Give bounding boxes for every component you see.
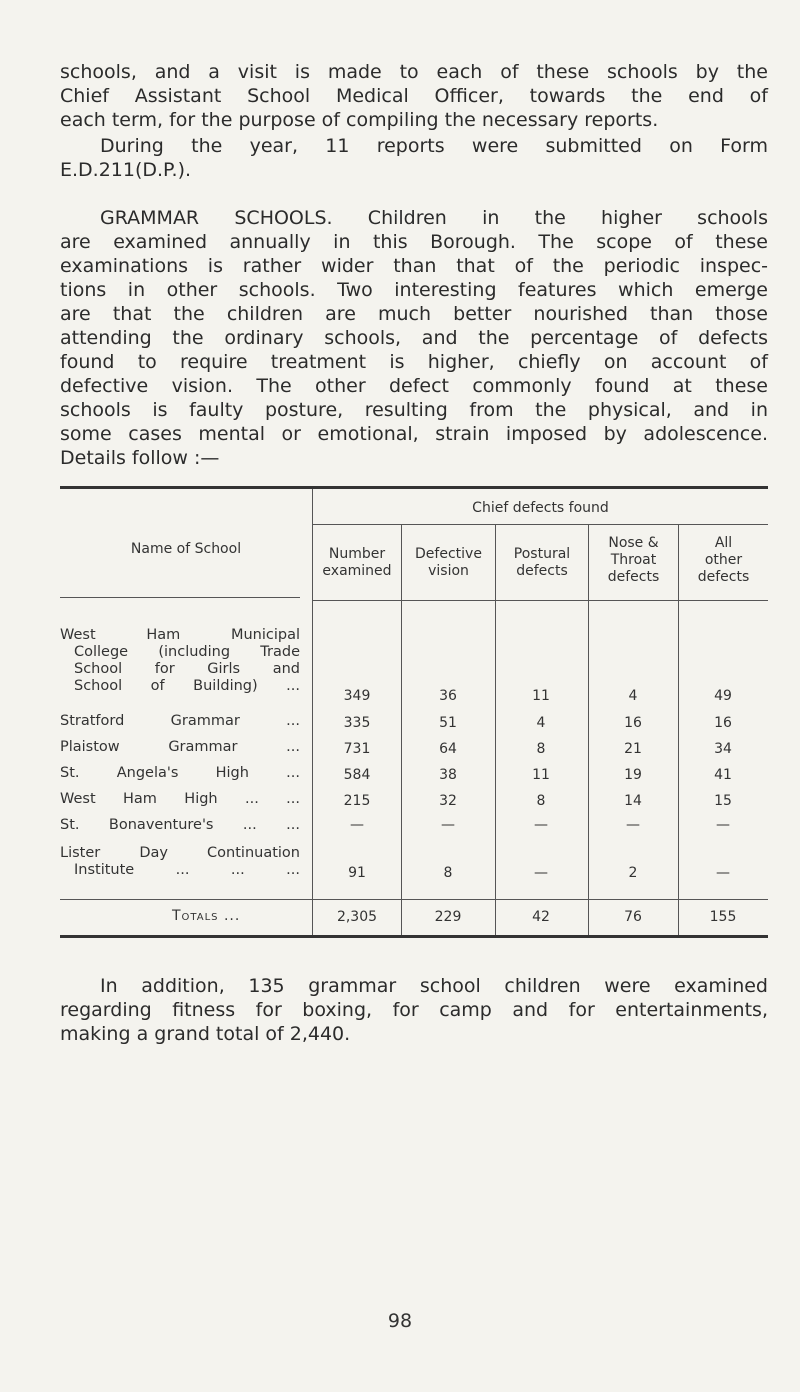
divider xyxy=(60,899,768,900)
cell-all-other: — xyxy=(716,817,730,833)
cell-all-other: 49 xyxy=(714,688,732,704)
text-line: some cases mental or emotional, strain imposed by adolescence. xyxy=(60,423,768,445)
row-name-line: West Ham Municipal xyxy=(60,627,300,643)
row-name-west-ham-municipal xyxy=(60,627,300,695)
header-chief-defects: Chief defects found xyxy=(472,500,609,516)
paragraph-grand-total xyxy=(60,974,768,1046)
text-line: attending the ordinary schools, and the percentage of defects xyxy=(60,327,768,349)
text-line: making a grand total of 2,440. xyxy=(60,1023,351,1045)
paragraph-schools-visit xyxy=(60,60,768,132)
text-line: Details follow :— xyxy=(60,447,220,469)
row-name-lister-day xyxy=(60,845,300,879)
divider xyxy=(60,597,300,598)
cell-defective-vision: — xyxy=(441,817,455,833)
text-line: are that the children are much better nourished than those xyxy=(60,303,768,325)
row-name-line: St. Bonaventure's ... ... xyxy=(60,817,300,833)
cell-defective-vision: 8 xyxy=(443,865,453,881)
text-line: found to require treatment is higher, chiefly on account of xyxy=(60,351,768,373)
row-name-st-angelas xyxy=(60,765,300,782)
cell-defective-vision: 38 xyxy=(439,767,457,783)
totals-label: Totals ... xyxy=(172,908,241,924)
paragraph-grammar-schools xyxy=(60,206,768,470)
divider xyxy=(313,600,768,601)
row-name-line: School of Building) ... xyxy=(74,678,300,694)
cell-number-examined: 731 xyxy=(343,741,371,757)
text-line: examinations is rather wider than that of the periodic inspec- xyxy=(60,255,768,277)
cell-total-postural-defects: 42 xyxy=(532,909,550,925)
cell-defective-vision: 51 xyxy=(439,715,457,731)
text-line: E.D.211(D.P.). xyxy=(60,159,192,181)
cell-nose-throat: 14 xyxy=(624,793,642,809)
cell-number-examined: — xyxy=(350,817,364,833)
cell-postural-defects: 11 xyxy=(532,688,550,704)
cell-all-other: 16 xyxy=(714,715,732,731)
header-nose-throat xyxy=(589,535,678,586)
cell-all-other: 34 xyxy=(714,741,732,757)
cell-total-all-other: 155 xyxy=(709,909,737,925)
cell-all-other: 15 xyxy=(714,793,732,809)
cell-postural-defects: 11 xyxy=(532,767,550,783)
header-line: Throat xyxy=(610,552,657,568)
text-line: schools is faulty posture, resulting from the physical, and in xyxy=(60,399,768,421)
row-name-line: Stratford Grammar ... xyxy=(60,713,300,729)
cell-number-examined: 584 xyxy=(343,767,371,783)
paragraph-reports xyxy=(60,134,768,182)
cell-all-other: 41 xyxy=(714,767,732,783)
text-line: tions in other schools. Two interesting features which emerge xyxy=(60,279,768,301)
row-name-line: Plaistow Grammar ... xyxy=(60,739,300,755)
text-line: Chief Assistant School Medical Officer, towards the end of xyxy=(60,85,768,107)
cell-nose-throat: 21 xyxy=(624,741,642,757)
text-line: In addition, 135 grammar school children were examined xyxy=(100,975,768,997)
header-defective-vision xyxy=(402,546,495,580)
cell-total-defective-vision: 229 xyxy=(434,909,462,925)
cell-defective-vision: 32 xyxy=(439,793,457,809)
row-name-st-bonaventures xyxy=(60,817,300,834)
header-line: All xyxy=(714,535,733,551)
cell-postural-defects: 4 xyxy=(536,715,546,731)
text-line: defective vision. The other defect commonly found at these xyxy=(60,375,768,397)
divider xyxy=(313,524,768,525)
text-line: each term, for the purpose of compiling the necessary reports. xyxy=(60,109,659,131)
header-line: vision xyxy=(428,563,469,579)
cell-defective-vision: 36 xyxy=(439,688,457,704)
text-line: schools, and a visit is made to each of these schools by the xyxy=(60,61,768,83)
row-name-line: College (including Trade xyxy=(74,644,300,660)
row-name-stratford xyxy=(60,713,300,730)
header-line: defects xyxy=(697,569,750,585)
header-line: other xyxy=(704,552,743,568)
cell-postural-defects: — xyxy=(534,817,548,833)
text-line: During the year, 11 reports were submitted on Form xyxy=(100,135,768,157)
cell-total-nose-throat: 76 xyxy=(624,909,642,925)
cell-number-examined: 335 xyxy=(343,715,371,731)
table-top-rule xyxy=(60,486,768,489)
row-name-west-ham-high xyxy=(60,791,300,808)
row-name-line: West Ham High ... ... xyxy=(60,791,300,807)
header-line: Defective xyxy=(415,546,482,562)
text-line: GRAMMAR SCHOOLS. Children in the higher schools xyxy=(100,207,768,229)
cell-number-examined: 349 xyxy=(343,688,371,704)
header-line: examined xyxy=(322,563,392,579)
text-line: are examined annually in this Borough. The scope of these xyxy=(60,231,768,253)
row-name-line: Lister Day Continuation xyxy=(60,845,300,861)
cell-total-number-examined: 2,305 xyxy=(336,909,378,925)
cell-postural-defects: 8 xyxy=(536,741,546,757)
header-all-other xyxy=(679,535,768,586)
row-name-line: St. Angela's High ... xyxy=(60,765,300,781)
row-name-line: Institute ... ... ... xyxy=(74,862,300,878)
header-line: Nose & xyxy=(608,535,659,551)
cell-defective-vision: 64 xyxy=(439,741,457,757)
cell-postural-defects: — xyxy=(534,865,548,881)
cell-number-examined: 215 xyxy=(343,793,371,809)
header-name-of-school: Name of School xyxy=(130,541,242,557)
cell-postural-defects: 8 xyxy=(536,793,546,809)
cell-nose-throat: 2 xyxy=(628,865,638,881)
cell-nose-throat: — xyxy=(626,817,640,833)
header-number-examined xyxy=(313,546,401,580)
header-line: defects xyxy=(607,569,660,585)
header-line: defects xyxy=(516,563,568,579)
header-postural-defects xyxy=(496,546,588,580)
cell-nose-throat: 16 xyxy=(624,715,642,731)
table-bottom-rule xyxy=(60,935,768,938)
header-line: Postural xyxy=(513,546,571,562)
cell-all-other: — xyxy=(716,865,730,881)
page-number: 98 xyxy=(387,1310,413,1332)
row-name-line: School for Girls and xyxy=(74,661,300,677)
text-line: regarding fitness for boxing, for camp and for entertainments, xyxy=(60,999,768,1021)
cell-nose-throat: 19 xyxy=(624,767,642,783)
cell-number-examined: 91 xyxy=(348,865,366,881)
row-name-plaistow xyxy=(60,739,300,756)
header-line: Number xyxy=(328,546,386,562)
cell-nose-throat: 4 xyxy=(628,688,638,704)
